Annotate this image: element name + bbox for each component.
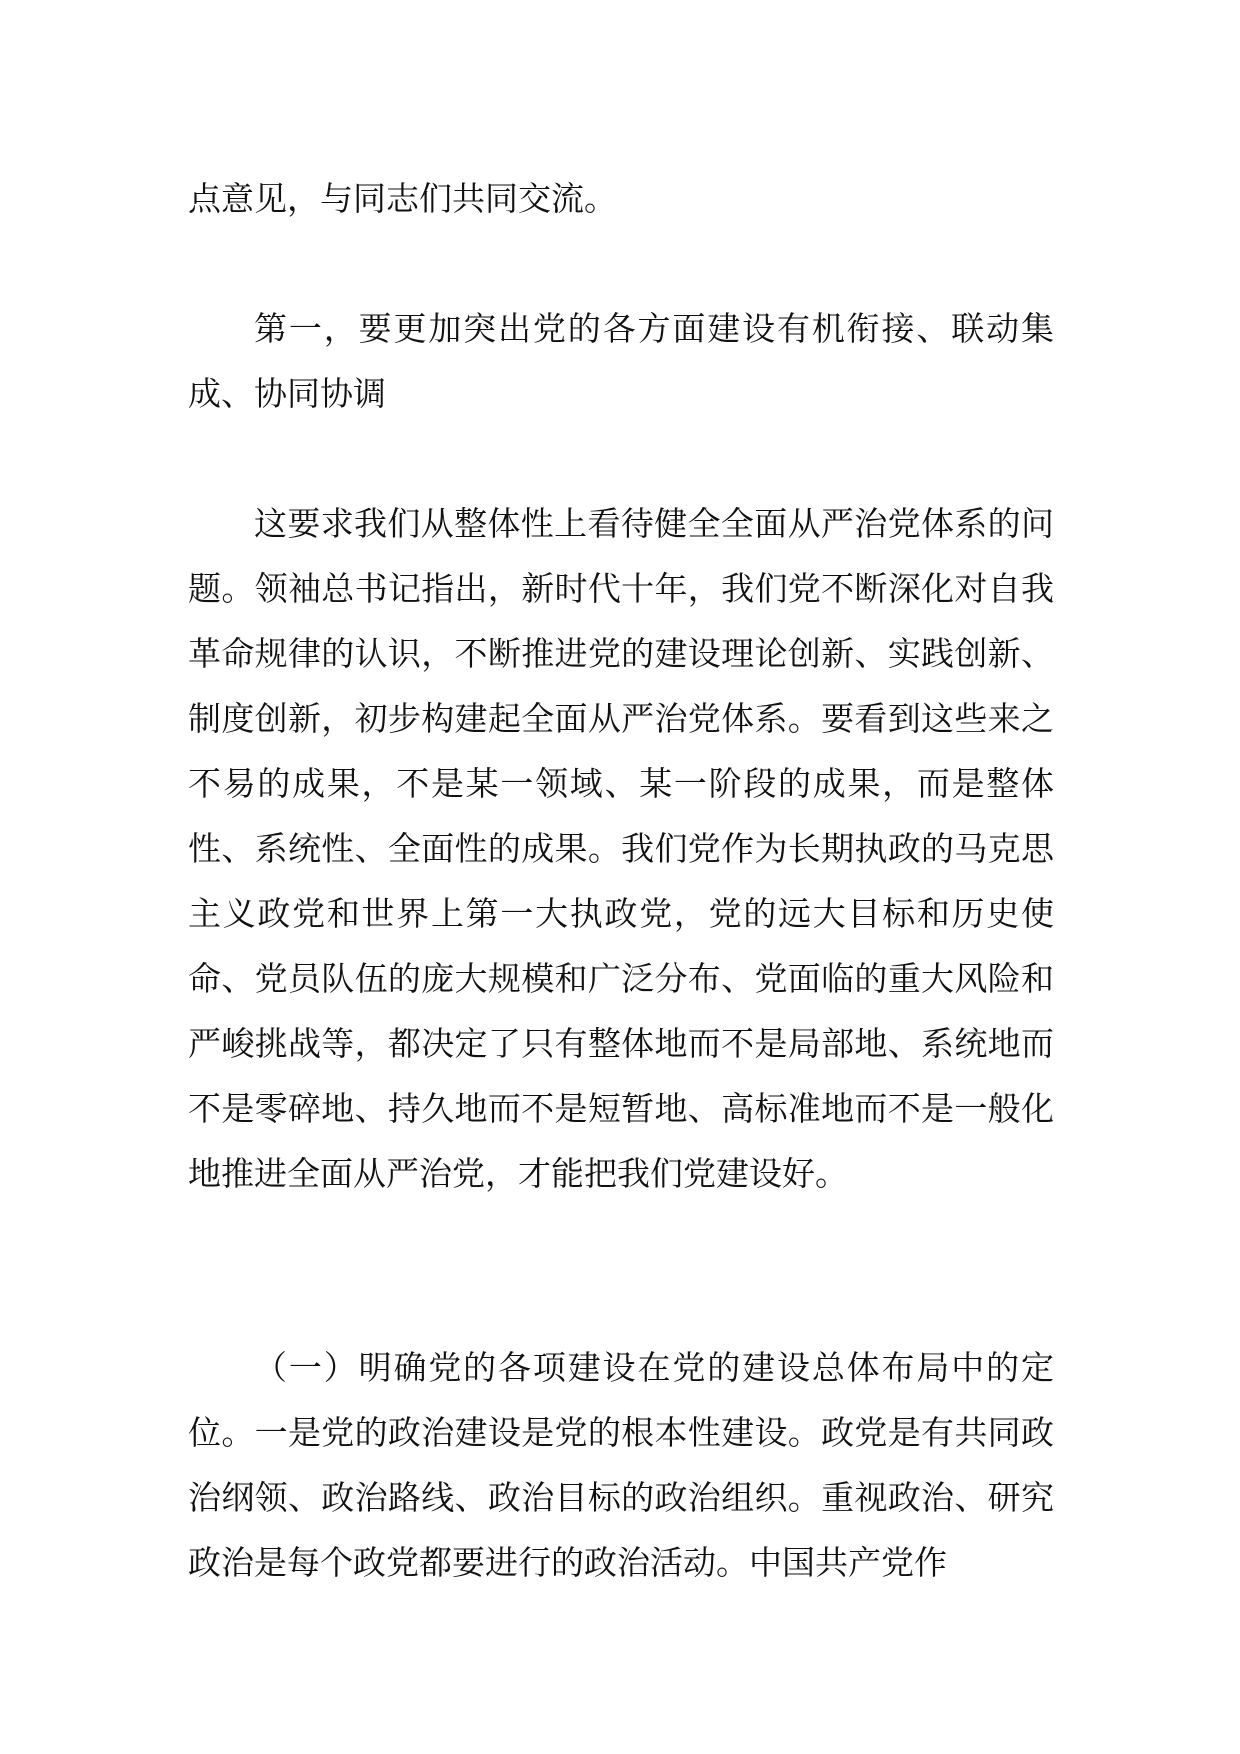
section-heading-first: 第一，要更加突出党的各方面建设有机衔接、联动集成、协同协调 — [188, 309, 1054, 413]
paragraph-subsection-one: （一）明确党的各项建设在党的建设总体布局中的定位。一是党的政治建设是党的根本性建设。政党是有共同政治纲领、政治路线、政治目标的政治组织。重视政治、研究政治是每个政党都要进行的政治活动。中国共产党作 — [188, 1348, 1054, 1582]
paragraph-continuation: 点意见，与同志们共同交流。 — [188, 179, 617, 218]
paragraph-body: 这要求我们从整体性上看待健全全面从严治党体系的问题。领袖总书记指出，新时代十年，我们党不断深化对自我革命规律的认识，不断推进党的建设理论创新、实践创新、制度创新，初步构建起全面从严治党体系。要看到这些来之不易的成果，不是某一领域、某一阶段的成果，而是整体性、系统性、全面性的成果。我们党作为长期执政的马克思主义政党和世界上第一大执政党，党的远大目标和历史使命、党员队伍的庞大规模和广泛分布、党面临的重大风险和严峻挑战等，都决定了只有整体地而不是局部地、系统地而不是零碎地、持久地而不是短暂地、高标准地而不是一般化地推进全面从严治党，才能把我们党建设好。 — [188, 504, 1054, 1193]
